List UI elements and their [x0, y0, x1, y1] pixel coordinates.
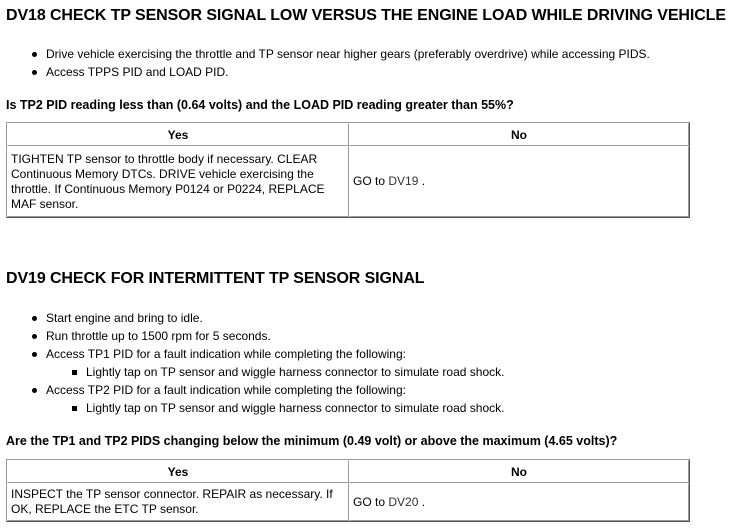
no-action: GO to DV20 .	[349, 483, 689, 521]
list-item: Run throttle up to 1500 rpm for 5 seconds.	[0, 327, 504, 345]
dv19-steps	[0, 309, 504, 417]
yes-header: Yes	[7, 123, 349, 146]
dv20-link[interactable]: DV20	[388, 494, 419, 509]
yes-action: TIGHTEN TP sensor to throttle body if necessary. CLEAR Continuous Memory DTCs. DRIVE vehicle exercising the throttle. If Continuous Memory P0124 or P0224, REPLACE MAF sensor.	[7, 146, 349, 217]
dv19-answer-table	[6, 459, 690, 522]
sub-list-item: Lightly tap on TP sensor and wiggle harness connector to simulate road shock.	[0, 363, 504, 381]
list-item: Drive vehicle exercising the throttle and TP sensor near higher gears (preferably overdrive) while accessing PIDS.	[0, 45, 650, 63]
dv18-title: DV18 CHECK TP SENSOR SIGNAL LOW VERSUS THE ENGINE LOAD WHILE DRIVING VEHICLE	[6, 7, 726, 24]
list-item: Access TPPS PID and LOAD PID.	[0, 63, 650, 81]
yes-header: Yes	[7, 460, 349, 483]
no-header: No	[349, 460, 689, 483]
dv19-title: DV19 CHECK FOR INTERMITTENT TP SENSOR SIGNAL	[6, 270, 425, 287]
no-action: GO to DV19 .	[349, 146, 689, 217]
dv19-question: Are the TP1 and TP2 PIDS changing below the minimum (0.49 volt) or above the maximum (4.65 volts)?	[6, 434, 618, 448]
sub-list-item: Lightly tap on TP sensor and wiggle harness connector to simulate road shock.	[0, 399, 504, 417]
dv18-answer-table	[6, 122, 690, 218]
dv18-question: Is TP2 PID reading less than (0.64 volts) and the LOAD PID reading greater than 55%?	[6, 98, 514, 112]
no-header: No	[349, 123, 689, 146]
list-item: Access TP1 PID for a fault indication while completing the following:	[0, 345, 504, 363]
list-item: Start engine and bring to idle.	[0, 309, 504, 327]
dv19-link[interactable]: DV19	[388, 174, 419, 188]
list-item: Access TP2 PID for a fault indication while completing the following:	[0, 381, 504, 399]
dv18-steps	[0, 45, 650, 81]
yes-action: INSPECT the TP sensor connector. REPAIR as necessary. If OK, REPLACE the ETC TP sensor.	[7, 483, 349, 521]
